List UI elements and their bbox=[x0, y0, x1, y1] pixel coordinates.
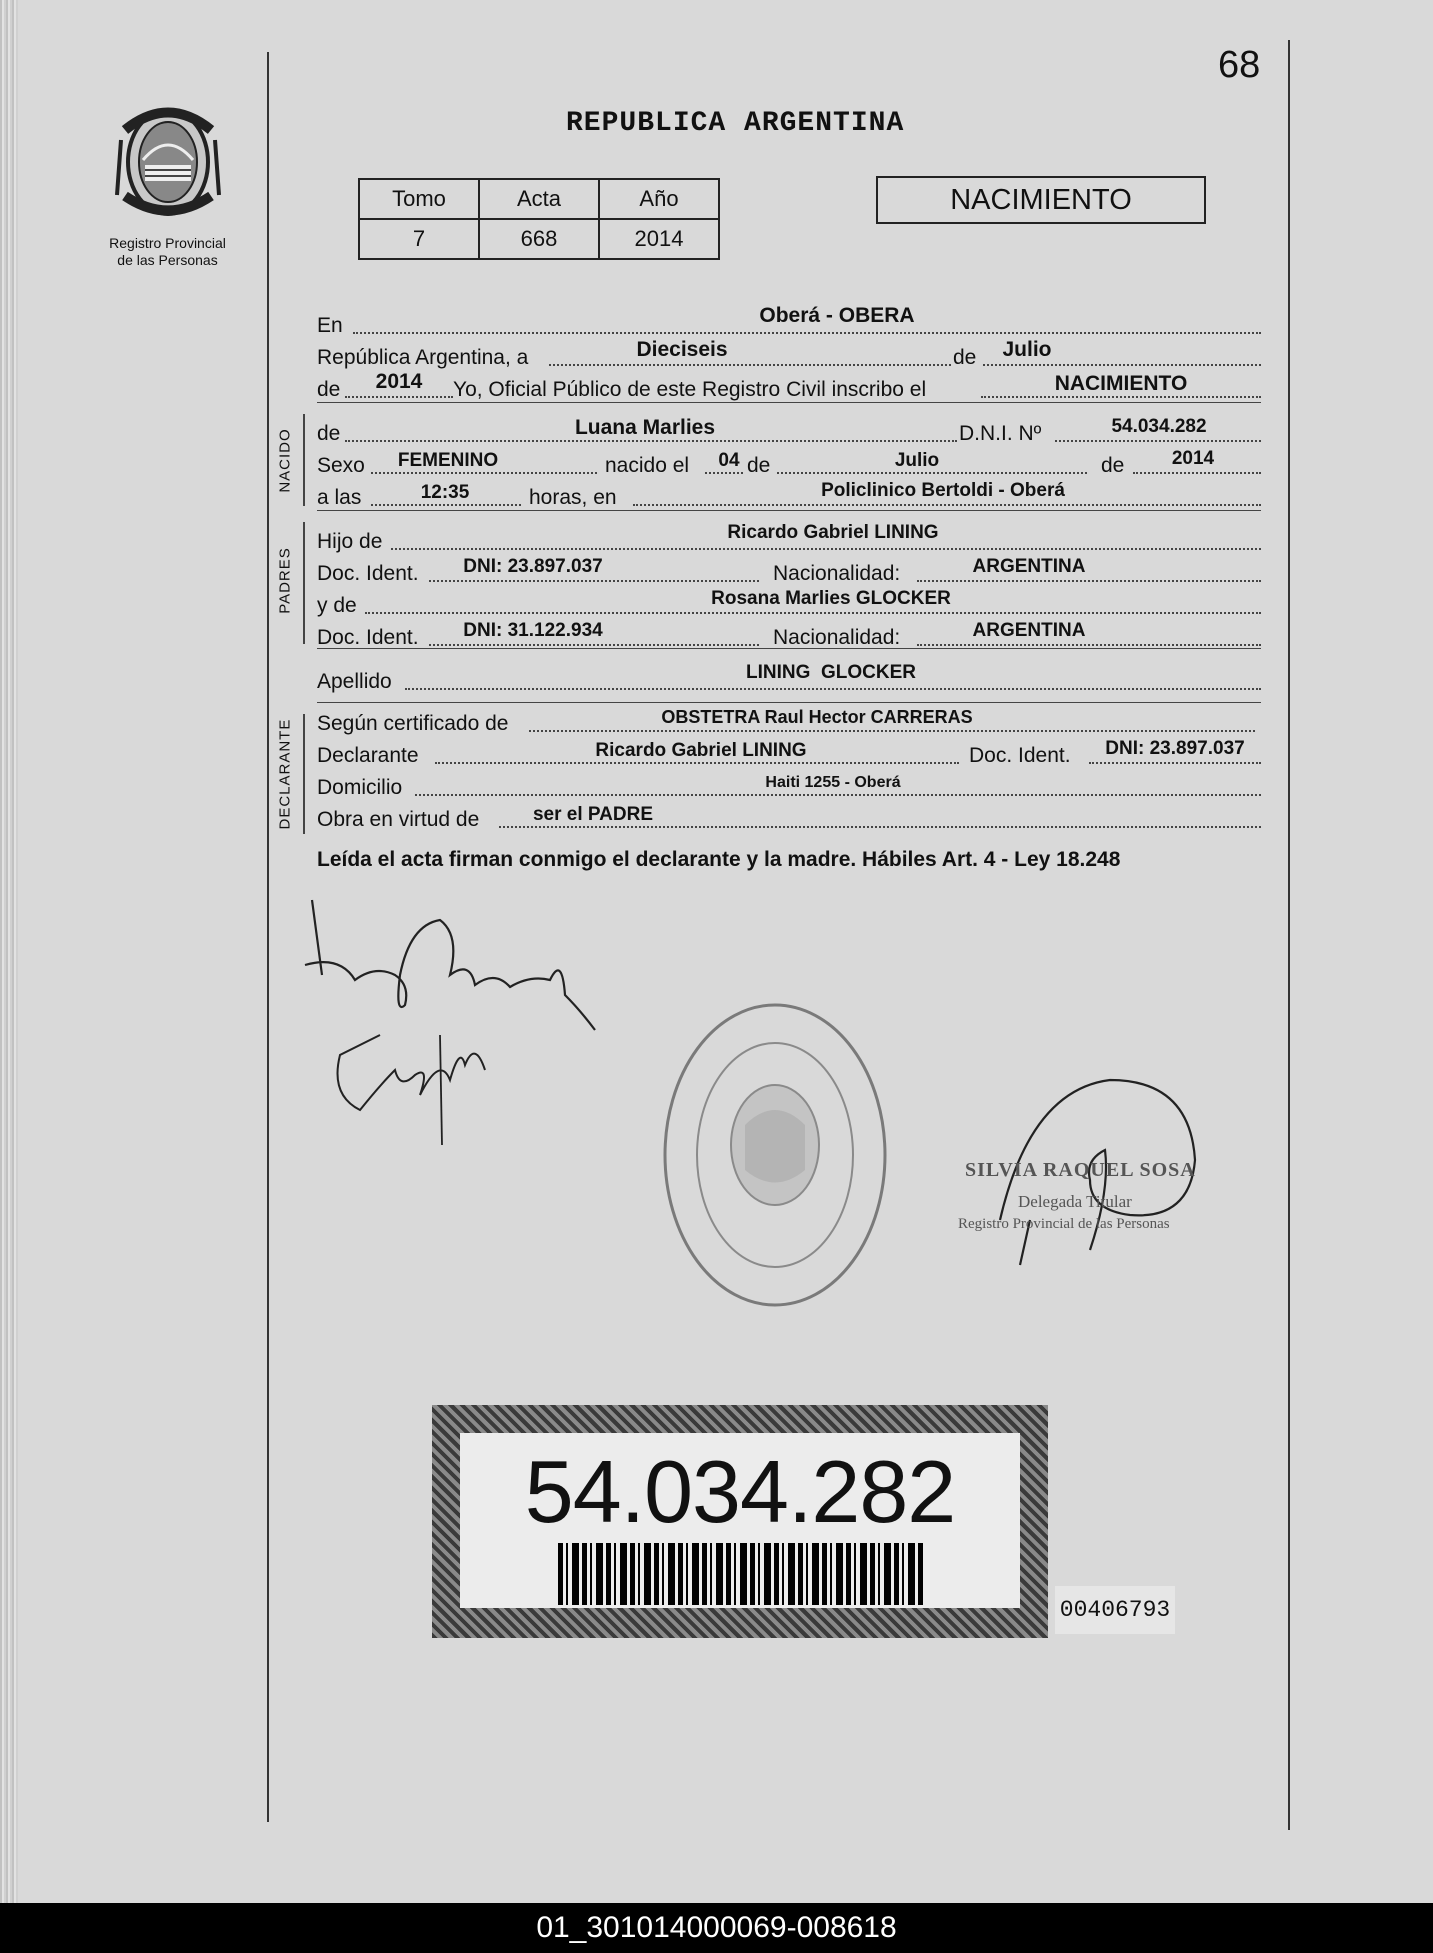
row-padre-doc bbox=[317, 558, 1261, 588]
label-obra: Obra en virtud de bbox=[317, 808, 480, 831]
section-bar bbox=[303, 714, 305, 834]
value-obra: ser el PADRE bbox=[532, 804, 654, 825]
section-bar bbox=[303, 414, 305, 506]
misiones-emblem-icon bbox=[113, 100, 223, 230]
value-hora: 12:35 bbox=[420, 482, 470, 503]
dotted-line bbox=[1089, 762, 1261, 764]
table-cell-tomo: 7 bbox=[359, 219, 479, 259]
dotted-line bbox=[1133, 472, 1261, 474]
label-hora: a las bbox=[317, 486, 362, 509]
legal-note: Leída el acta firman conmigo el declarante y la madre. Hábiles Art. 4 - Ley 18.248 bbox=[317, 848, 1121, 871]
dotted-line bbox=[435, 762, 959, 764]
dotted-line bbox=[345, 396, 453, 398]
dotted-line bbox=[405, 688, 1261, 690]
label-en: En bbox=[317, 314, 343, 337]
row-padre bbox=[317, 522, 1261, 556]
official-role-stamp: Delegada Titular bbox=[1018, 1192, 1132, 1211]
value-dni: 54.034.282 bbox=[1111, 416, 1207, 437]
barcode-panel bbox=[460, 1433, 1020, 1608]
value-tipo: NACIMIENTO bbox=[1054, 372, 1188, 395]
table-cell-anio: 2014 bbox=[599, 219, 719, 259]
row-declarante bbox=[317, 740, 1261, 770]
row-madre bbox=[317, 590, 1261, 620]
row-obra bbox=[317, 804, 1261, 834]
right-margin-line bbox=[1288, 40, 1290, 1830]
value-padre-doc: DNI: 23.897.037 bbox=[463, 556, 603, 577]
section-label-declarante: DECLARANTE bbox=[276, 718, 294, 830]
table-header-acta: Acta bbox=[479, 179, 599, 219]
value-domicilio: Haiti 1255 - Oberá bbox=[765, 774, 901, 791]
barcode-number: 54.034.282 bbox=[524, 1442, 956, 1541]
scan-edge bbox=[0, 0, 18, 1903]
value-padre: Ricardo Gabriel LINING bbox=[727, 522, 939, 543]
row-sexo bbox=[317, 450, 1261, 480]
official-name-stamp: SILVIA RAQUEL SOSA bbox=[965, 1159, 1196, 1181]
row-fecha bbox=[317, 338, 1261, 372]
dotted-line bbox=[429, 580, 759, 582]
logo-caption-line2: de las Personas bbox=[117, 252, 218, 268]
label-dni: D.N.I. Nº bbox=[959, 422, 1042, 445]
section-label-nacido: NACIDO bbox=[276, 428, 294, 493]
dotted-line bbox=[353, 332, 1261, 334]
dotted-line bbox=[371, 472, 597, 474]
section-rule bbox=[317, 510, 1261, 511]
value-mes-nac: Julio bbox=[894, 450, 940, 471]
dotted-line bbox=[705, 472, 743, 474]
value-mes: Julio bbox=[1002, 338, 1052, 361]
value-declarante: Ricardo Gabriel LINING bbox=[595, 740, 807, 761]
label-sexo: Sexo bbox=[317, 454, 365, 477]
label-nacido: nacido el bbox=[605, 454, 690, 477]
label-domicilio: Domicilio bbox=[317, 776, 403, 799]
section-label-padres: PADRES bbox=[276, 547, 294, 614]
label-inscribo: Yo, Oficial Público de este Registro Civil inscribo el bbox=[453, 378, 927, 401]
page-number: 68 bbox=[1218, 44, 1261, 86]
label-doc: Doc. Ident. bbox=[317, 626, 419, 649]
table-cell-acta: 668 bbox=[479, 219, 599, 259]
row-hora bbox=[317, 482, 1261, 512]
table-header-tomo: Tomo bbox=[359, 179, 479, 219]
value-doc: DNI: 23.897.037 bbox=[1105, 738, 1245, 759]
row-inscribo bbox=[317, 370, 1261, 404]
left-margin-line bbox=[267, 52, 269, 1822]
label-nacionalidad: Nacionalidad: bbox=[773, 562, 901, 585]
value-municipio: Oberá - OBERA bbox=[759, 304, 915, 327]
dotted-line bbox=[1055, 440, 1261, 442]
label-apellido: Apellido bbox=[317, 670, 392, 693]
dotted-line bbox=[549, 364, 951, 366]
dotted-line bbox=[917, 644, 1261, 646]
label-doc: Doc. Ident. bbox=[317, 562, 419, 585]
dotted-line bbox=[777, 472, 1087, 474]
official-org-stamp: Registro Provincial de las Personas bbox=[958, 1216, 1170, 1232]
barcode-label bbox=[432, 1405, 1048, 1638]
dotted-line bbox=[529, 730, 1255, 732]
dotted-line bbox=[391, 548, 1261, 550]
label-de: de bbox=[317, 378, 341, 401]
label-certificado: Según certificado de bbox=[317, 712, 509, 735]
row-nombre bbox=[317, 418, 1261, 448]
label-yde: y de bbox=[317, 594, 357, 617]
label-doc: Doc. Ident. bbox=[969, 744, 1071, 767]
value-lugar: Policlinico Bertoldi - Oberá bbox=[821, 480, 1065, 501]
section-rule bbox=[317, 702, 1261, 703]
value-sexo: FEMENINO bbox=[397, 450, 499, 471]
label-declarante: Declarante bbox=[317, 744, 419, 767]
value-madre: Rosana Marlies GLOCKER bbox=[711, 588, 951, 609]
value-madre-nac: ARGENTINA bbox=[972, 620, 1086, 641]
dotted-line bbox=[633, 504, 1261, 506]
value-dia-nac: 04 bbox=[718, 450, 740, 471]
value-dia: Dieciseis bbox=[636, 338, 728, 361]
label-de: de bbox=[953, 346, 977, 369]
label-republica: República Argentina, a bbox=[317, 346, 529, 369]
dotted-line bbox=[429, 644, 759, 646]
dotted-line bbox=[499, 826, 1261, 828]
section-bar bbox=[303, 522, 305, 644]
table-header-anio: Año bbox=[599, 179, 719, 219]
row-certificado bbox=[317, 708, 1261, 738]
label-de: de bbox=[1101, 454, 1125, 477]
label-de: de bbox=[747, 454, 771, 477]
section-rule bbox=[317, 648, 1261, 649]
page-title: REPUBLICA ARGENTINA bbox=[566, 108, 905, 139]
signature-declarante-icon bbox=[300, 895, 610, 1145]
serial-number: 00406793 bbox=[1055, 1586, 1175, 1634]
dotted-line bbox=[917, 580, 1261, 582]
logo-caption-line1: Registro Provincial bbox=[109, 235, 226, 251]
value-anio-nac: 2014 bbox=[1171, 448, 1215, 469]
value-madre-doc: DNI: 31.122.934 bbox=[463, 620, 603, 641]
dotted-line bbox=[981, 396, 1261, 398]
value-padre-nac: ARGENTINA bbox=[972, 556, 1086, 577]
row-apellido bbox=[317, 662, 1261, 696]
label-de: de bbox=[317, 422, 341, 445]
dotted-line bbox=[415, 794, 1261, 796]
value-certificado: OBSTETRA Raul Hector CARRERAS bbox=[661, 707, 973, 727]
section-rule bbox=[317, 402, 1261, 403]
scan-footer: 01_301014000069-008618 bbox=[0, 1903, 1433, 1953]
province-logo bbox=[100, 100, 235, 269]
value-nombre: Luana Marlies bbox=[574, 416, 716, 439]
dotted-line bbox=[345, 440, 957, 442]
row-domicilio bbox=[317, 772, 1261, 802]
label-horas: horas, en bbox=[529, 486, 617, 509]
row-en bbox=[317, 304, 1261, 340]
dotted-line bbox=[371, 504, 521, 506]
record-type-box: NACIMIENTO bbox=[876, 176, 1206, 224]
registry-table bbox=[358, 178, 720, 260]
label-nacionalidad: Nacionalidad: bbox=[773, 626, 901, 649]
official-seal-icon bbox=[655, 995, 895, 1315]
label-hijo: Hijo de bbox=[317, 530, 383, 553]
value-anio: 2014 bbox=[375, 370, 423, 393]
dotted-line bbox=[983, 364, 1261, 366]
dotted-line bbox=[365, 612, 1261, 614]
value-apellido: LINING GLOCKER bbox=[746, 662, 916, 683]
barcode-bars-icon bbox=[558, 1543, 924, 1605]
